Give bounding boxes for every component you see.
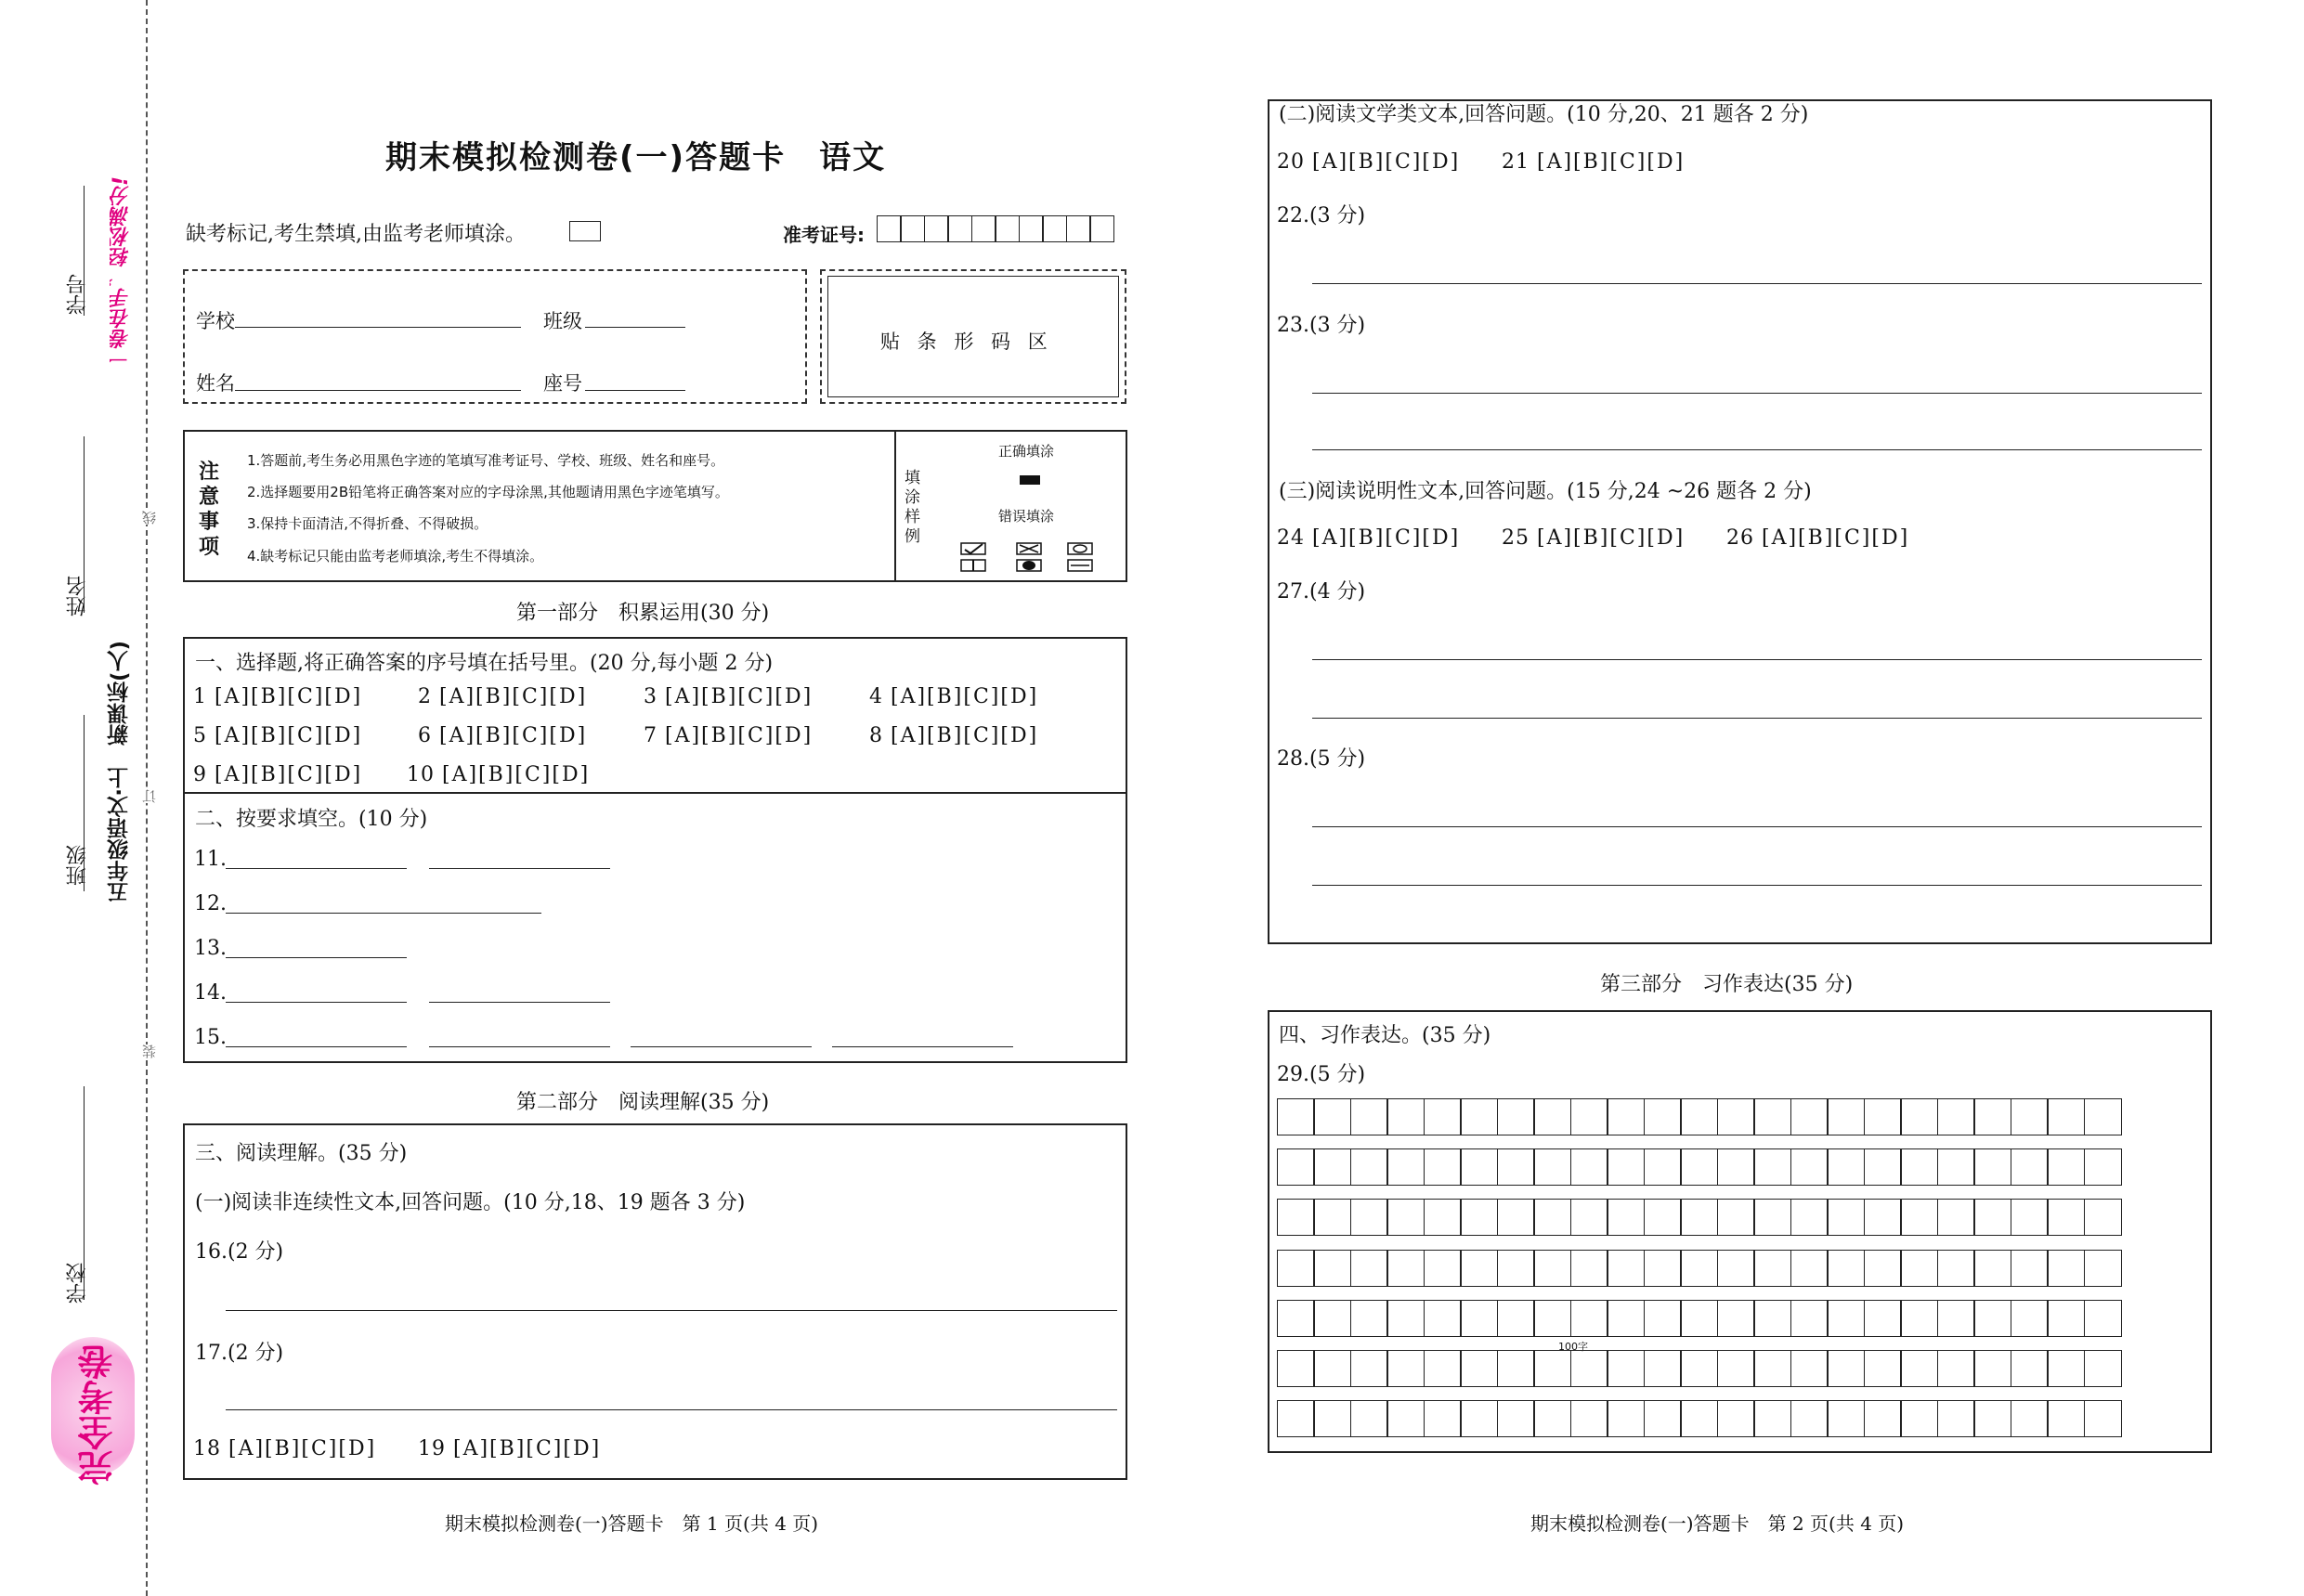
section-divider <box>183 792 1127 794</box>
choice-q25[interactable]: 25 [A][B][C][D] <box>1502 526 1686 550</box>
choice-q7[interactable]: 7 [A][B][C][D] <box>644 724 814 747</box>
name-field[interactable] <box>235 390 521 391</box>
side-line-xuehao <box>84 186 85 316</box>
exam-id-label: 准考证号: <box>783 224 865 246</box>
side-grade-text: 五年级语文·上 新课标(人) <box>108 641 132 903</box>
q22-answer-line[interactable] <box>1312 283 2202 284</box>
sample-wrong-label: 错误填涂 <box>998 508 1055 525</box>
sample-heading: 填涂样例 <box>905 469 920 546</box>
choice-q24[interactable]: 24 [A][B][C][D] <box>1277 526 1461 550</box>
fill-q15-blank-3[interactable] <box>631 1046 812 1047</box>
cut-mark-ding: 订 <box>141 789 158 803</box>
reading2-title: (二)阅读文学类文本,回答问题。(10 分,20、21 题各 2 分) <box>1279 103 1809 126</box>
absent-mark-box[interactable] <box>569 221 601 241</box>
page-title: 期末模拟检测卷(一)答题卡 语文 <box>385 139 887 176</box>
part2-box-right <box>1268 99 2212 944</box>
q23-answer-line-2[interactable] <box>1312 449 2202 450</box>
choice-q2[interactable]: 2 [A][B][C][D] <box>418 685 588 708</box>
q22-label: 22.(3 分) <box>1277 204 1366 227</box>
footer-page1: 期末模拟检测卷(一)答题卡 第 1 页(共 4 页) <box>445 1512 819 1535</box>
fill-q13-num: 13. <box>194 937 227 960</box>
sample-correct-label: 正确填涂 <box>998 443 1055 460</box>
essay-grid-row-4[interactable] <box>1278 1250 2122 1287</box>
side-line-xingming <box>84 436 85 613</box>
choice-q20[interactable]: 20 [A][B][C][D] <box>1277 150 1461 174</box>
essay-100-char-mark: 100字 <box>1558 1341 1588 1353</box>
fill-q12-blank-1[interactable] <box>226 913 541 914</box>
side-label-xuehao: 学号 <box>66 274 89 315</box>
q27-label: 27.(4 分) <box>1277 580 1366 603</box>
part1-title: 第一部分 积累运用(30 分) <box>516 602 770 625</box>
side-line-xuexiao <box>84 1086 85 1300</box>
q16-label: 16.(2 分) <box>195 1240 284 1264</box>
reading1-title: (一)阅读非连续性文本,回答问题。(10 分,18、19 题各 3 分) <box>195 1191 746 1214</box>
q27-answer-line-1[interactable] <box>1312 659 2202 660</box>
fill-q15-blank-1[interactable] <box>226 1046 407 1047</box>
section3-title: 三、阅读理解。(35 分) <box>195 1142 408 1165</box>
side-label-banji: 班级 <box>66 845 89 886</box>
side-label-xingming: 姓名 <box>66 576 89 616</box>
choice-q1[interactable]: 1 [A][B][C][D] <box>193 685 363 708</box>
seat-label: 座号 <box>543 372 582 395</box>
cut-mark-zhuang: 装 <box>141 1045 158 1058</box>
notes-item-4: 4.缺考标记只能由监考老师填涂,考生不得填涂。 <box>247 548 544 564</box>
exam-id-boxes[interactable] <box>878 215 1114 242</box>
choice-q3[interactable]: 3 [A][B][C][D] <box>644 685 814 708</box>
choice-q8[interactable]: 8 [A][B][C][D] <box>869 724 1039 747</box>
fill-q12-num: 12. <box>194 892 227 915</box>
fill-q11-num: 11. <box>194 848 227 871</box>
student-info-box <box>183 269 807 404</box>
notes-item-2: 2.选择题要用2B铅笔将正确答案对应的字母涂黑,其他题请用黑色字迹笔填写。 <box>247 484 729 500</box>
notes-item-3: 3.保持卡面清洁,不得折叠、不得破损。 <box>247 515 488 532</box>
choice-q19[interactable]: 19 [A][B][C][D] <box>418 1437 602 1460</box>
seat-field[interactable] <box>585 390 685 391</box>
q17-answer-line[interactable] <box>226 1409 1117 1410</box>
fill-q14-blank-2[interactable] <box>429 1002 610 1003</box>
essay-grid-row-6[interactable] <box>1278 1350 2122 1387</box>
q28-answer-line-3[interactable] <box>1312 942 2202 943</box>
cut-mark-xian: 线 <box>141 511 158 525</box>
choice-q26[interactable]: 26 [A][B][C][D] <box>1726 526 1910 550</box>
sample-correct-mark <box>1020 475 1040 485</box>
absent-note: 缺考标记,考生禁填,由监考老师填涂。 <box>186 223 526 246</box>
q23-answer-line-1[interactable] <box>1312 393 2202 394</box>
essay-grid-row-3[interactable] <box>1278 1199 2122 1236</box>
choice-q4[interactable]: 4 [A][B][C][D] <box>869 685 1039 708</box>
barcode-label: 贴 条 形 码 区 <box>880 331 1053 353</box>
part2-title: 第二部分 阅读理解(35 分) <box>516 1091 770 1114</box>
class-label: 班级 <box>543 310 582 332</box>
school-field[interactable] <box>235 327 521 328</box>
notes-item-1: 1.答题前,考生务必用黑色字迹的笔填写准考证号、学校、班级、姓名和座号。 <box>247 452 725 469</box>
essay-grid-row-2[interactable] <box>1278 1148 2122 1186</box>
q23-label: 23.(3 分) <box>1277 314 1366 337</box>
side-slogan: 一卷在手，轻松满分! <box>110 176 133 370</box>
fill-q14-blank-1[interactable] <box>226 1002 407 1003</box>
choice-q6[interactable]: 6 [A][B][C][D] <box>418 724 588 747</box>
section2-title: 二、按要求填空。(10 分) <box>195 808 428 831</box>
choice-q9[interactable]: 9 [A][B][C][D] <box>193 763 363 786</box>
essay-grid-row-5[interactable] <box>1278 1300 2122 1337</box>
fill-q11-blank-2[interactable] <box>429 868 610 869</box>
fill-q15-blank-4[interactable] <box>832 1046 1013 1047</box>
choice-q10[interactable]: 10 [A][B][C][D] <box>407 763 591 786</box>
reading3-title: (三)阅读说明性文本,回答问题。(15 分,24 ~26 题各 2 分) <box>1279 480 1812 503</box>
footer-page2: 期末模拟检测卷(一)答题卡 第 2 页(共 4 页) <box>1530 1512 1905 1535</box>
fill-q13-blank-1[interactable] <box>226 957 407 958</box>
fill-q15-num: 15. <box>194 1026 227 1049</box>
choice-q5[interactable]: 5 [A][B][C][D] <box>193 724 363 747</box>
essay-grid-row-7[interactable] <box>1278 1400 2122 1437</box>
choice-q18[interactable]: 18 [A][B][C][D] <box>193 1437 377 1460</box>
fill-q15-blank-2[interactable] <box>429 1046 610 1047</box>
notes-heading: 注意事项 <box>199 461 220 559</box>
q28-answer-line-2[interactable] <box>1312 885 2202 886</box>
part2-box-left <box>183 1123 1127 1480</box>
q28-answer-line-1[interactable] <box>1312 826 2202 827</box>
essay-grid-row-1[interactable] <box>1278 1098 2122 1135</box>
section1-title: 一、选择题,将正确答案的序号填在括号里。(20 分,每小题 2 分) <box>195 652 774 675</box>
notes-divider <box>894 430 896 582</box>
q27-answer-line-2[interactable] <box>1312 718 2202 719</box>
fill-q11-blank-1[interactable] <box>226 868 407 869</box>
choice-q21[interactable]: 21 [A][B][C][D] <box>1502 150 1686 174</box>
part3-title: 第三部分 习作表达(35 分) <box>1600 973 1854 996</box>
q17-label: 17.(2 分) <box>195 1342 284 1365</box>
sample-wrong-marks <box>957 541 1105 578</box>
fill-q14-num: 14. <box>194 981 227 1005</box>
q16-answer-line[interactable] <box>226 1310 1117 1311</box>
section4-title: 四、习作表达。(35 分) <box>1279 1024 1491 1047</box>
school-label: 学校 <box>196 310 235 332</box>
class-field[interactable] <box>585 327 685 328</box>
name-label: 姓名 <box>196 372 235 395</box>
side-label-xuexiao: 学校 <box>66 1263 89 1304</box>
brand-logo-text: 完全考卷 <box>78 1344 119 1486</box>
side-line-banji <box>84 715 85 891</box>
q29-label: 29.(5 分) <box>1277 1063 1366 1086</box>
q28-label: 28.(5 分) <box>1277 747 1366 771</box>
